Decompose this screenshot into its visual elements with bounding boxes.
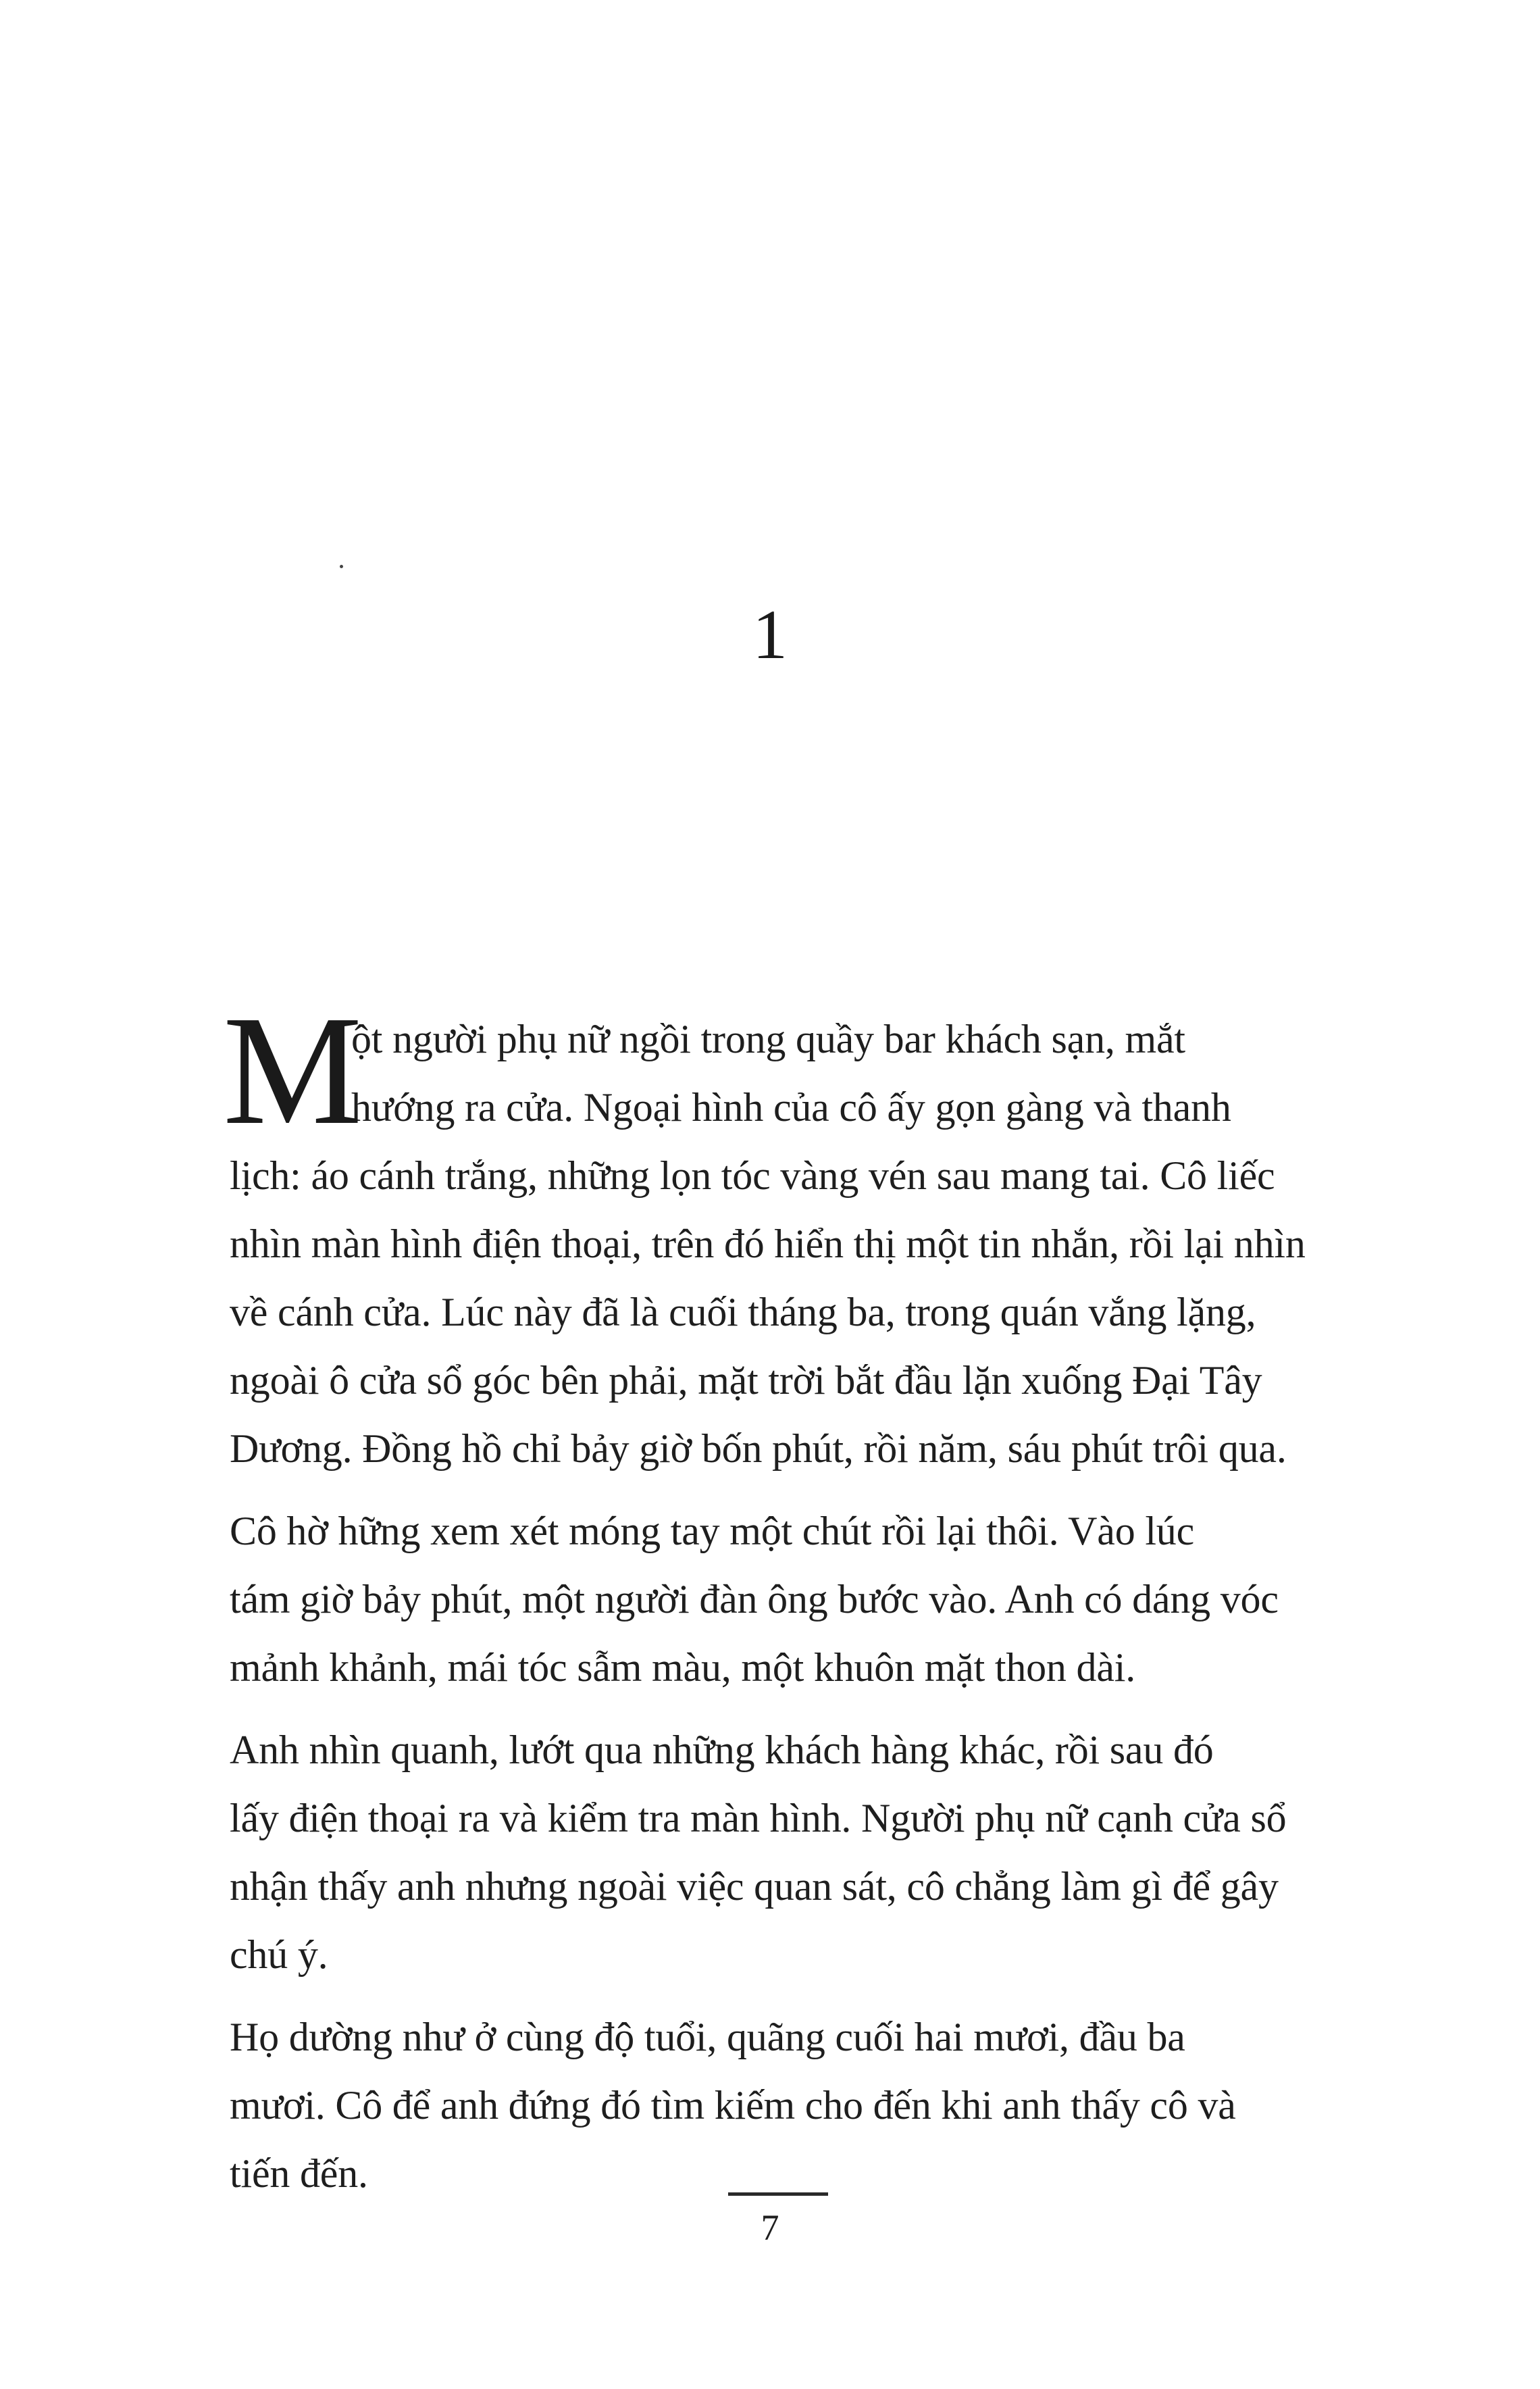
text-line: Họ dường như ở cùng độ tuổi, quãng cuối hai mươi, đầu ba [230,2015,1185,2059]
print-speck [340,565,343,568]
folio-rule [728,2192,828,2196]
text-line: ột người phụ nữ ngồi trong quầy bar khách sạn, mắt [351,1017,1185,1061]
text-line: Anh nhìn quanh, lướt qua những khách hàng khác, rồi sau đó [230,1728,1214,1772]
text-line: Cô hờ hững xem xét móng tay một chút rồi lại thôi. Vào lúc [230,1509,1195,1553]
body-text [223,984,1371,2208]
text-line: mươi. Cô để anh đứng đó tìm kiếm cho đến khi anh thấy cô và [230,2083,1236,2128]
chapter-number: 1 [752,596,788,674]
text-line: ngoài ô cửa sổ góc bên phải, mặt trời bắt đầu lặn xuống Đại Tây [230,1358,1262,1403]
text-line: tám giờ bảy phút, một người đàn ông bước vào. Anh có dáng vóc [230,1577,1279,1621]
text-line: hướng ra cửa. Ngoại hình của cô ấy gọn gàng và thanh [351,1085,1231,1130]
paragraph-4 [230,2003,1371,2208]
paragraph-3 [230,1716,1371,1989]
text-line: mảnh khảnh, mái tóc sẫm màu, một khuôn mặt thon dài. [230,1645,1136,1690]
paragraph-2 [230,1497,1371,1702]
text-line: chú ý. [230,1932,328,1977]
text-line: nhận thấy anh nhưng ngoài việc quan sát, cô chẳng làm gì để gây [230,1864,1279,1909]
text-line: tiến đến. [230,2151,368,2196]
text-line: nhìn màn hình điện thoại, trên đó hiển thị một tin nhắn, rồi lại nhìn [230,1222,1306,1266]
text-line: lấy điện thoại ra và kiểm tra màn hình. Người phụ nữ cạnh cửa sổ [230,1796,1287,1840]
paragraph-1 [223,984,1371,1483]
page-number: 7 [761,2207,779,2248]
drop-cap: M [223,984,363,1157]
text-line: lịch: áo cánh trắng, những lọn tóc vàng vén sau mang tai. Cô liếc [230,1153,1275,1198]
text-line: Dương. Đồng hồ chỉ bảy giờ bốn phút, rồi năm, sáu phút trôi qua. [230,1426,1287,1471]
text-line: về cánh cửa. Lúc này đã là cuối tháng ba, trong quán vắng lặng, [230,1290,1256,1334]
